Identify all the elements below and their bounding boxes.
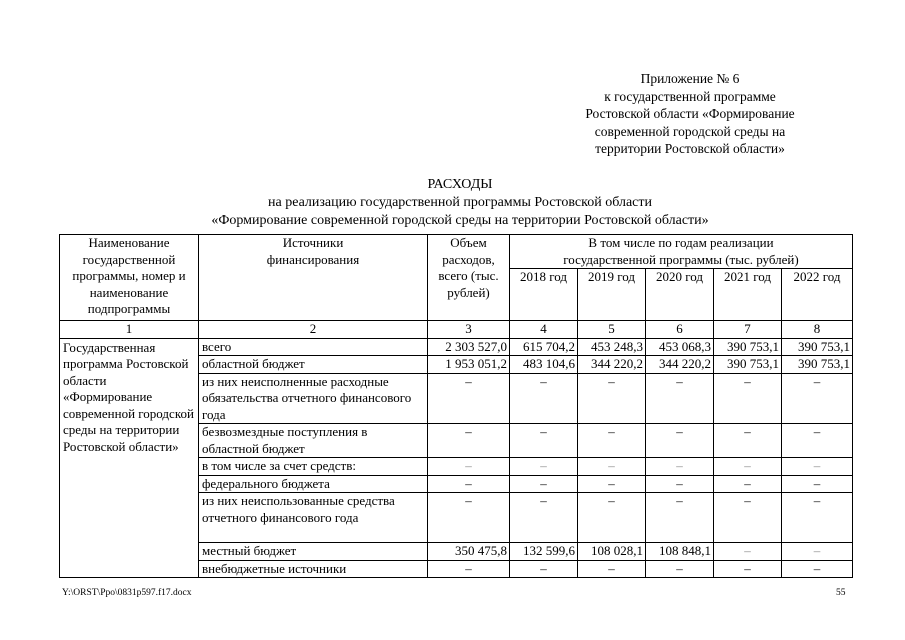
value-cell: – bbox=[646, 424, 714, 458]
source-cell: федерального бюджета bbox=[199, 475, 428, 493]
header-program-name: Наименование государственной программы, номер и наименование подпрограммы bbox=[60, 235, 199, 321]
heading-line: «Формирование современной городской среды на территории Ростовской области» bbox=[211, 213, 709, 228]
source-cell: областной бюджет bbox=[199, 356, 428, 374]
page-number: 55 bbox=[836, 588, 846, 598]
value-cell: – bbox=[782, 424, 853, 458]
appendix-line: к государственной программе bbox=[604, 88, 776, 104]
value-cell: – bbox=[714, 373, 782, 424]
column-number: 2 bbox=[199, 321, 428, 339]
source-cell: местный бюджет bbox=[199, 543, 428, 561]
source-cell: внебюджетные источники bbox=[199, 560, 428, 578]
value-cell: – bbox=[714, 424, 782, 458]
value-cell: – bbox=[510, 424, 578, 458]
value-cell: – bbox=[714, 493, 782, 543]
source-cell: в том числе за счет средств: bbox=[199, 458, 428, 476]
source-cell: из них неисполненные расходные обязательства отчетного финансового года bbox=[199, 373, 428, 424]
value-cell: – bbox=[646, 560, 714, 578]
value-cell: – bbox=[510, 475, 578, 493]
value-cell: – bbox=[510, 458, 578, 476]
source-cell: безвозмездные поступления в областной бюджет bbox=[199, 424, 428, 458]
value-cell: – bbox=[578, 475, 646, 493]
header-total: Объем расходов, всего (тыс. рублей) bbox=[428, 235, 510, 321]
appendix-line: Ростовской области «Формирование bbox=[585, 106, 795, 121]
value-cell: – bbox=[646, 493, 714, 543]
value-cell: – bbox=[428, 560, 510, 578]
appendix-block bbox=[540, 70, 840, 158]
value-cell: – bbox=[578, 458, 646, 476]
value-cell: – bbox=[782, 543, 853, 561]
appendix-line: территории Ростовской области» bbox=[595, 141, 785, 156]
value-cell: – bbox=[428, 475, 510, 493]
value-cell: – bbox=[782, 458, 853, 476]
value-cell: – bbox=[714, 458, 782, 476]
value-cell: 453 068,3 bbox=[646, 338, 714, 356]
value-cell: – bbox=[646, 475, 714, 493]
appendix-line: Приложение № 6 bbox=[640, 71, 740, 86]
header-year: 2021 год bbox=[714, 269, 782, 321]
column-number: 5 bbox=[578, 321, 646, 339]
value-cell: 344 220,2 bbox=[578, 356, 646, 374]
value-cell: 132 599,6 bbox=[510, 543, 578, 561]
value-cell: – bbox=[578, 373, 646, 424]
value-cell: – bbox=[714, 560, 782, 578]
header-year: 2020 год bbox=[646, 269, 714, 321]
column-number: 4 bbox=[510, 321, 578, 339]
table-row bbox=[60, 338, 853, 356]
value-cell: – bbox=[782, 493, 853, 543]
value-cell: – bbox=[578, 560, 646, 578]
value-cell: 2 303 527,0 bbox=[428, 338, 510, 356]
appendix-line: современной городской среды на bbox=[594, 123, 786, 139]
column-number: 8 bbox=[782, 321, 853, 339]
value-cell: 483 104,6 bbox=[510, 356, 578, 374]
value-cell: – bbox=[782, 560, 853, 578]
value-cell: 390 753,1 bbox=[714, 356, 782, 374]
header-year: 2022 год bbox=[782, 269, 853, 321]
value-cell: – bbox=[510, 560, 578, 578]
value-cell: 108 028,1 bbox=[578, 543, 646, 561]
value-cell: – bbox=[714, 543, 782, 561]
footer-file-path: Y:\ORST\Ppo\0831p597.f17.docx bbox=[62, 588, 192, 598]
value-cell: 453 248,3 bbox=[578, 338, 646, 356]
value-cell: 1 953 051,2 bbox=[428, 356, 510, 374]
header-year: 2019 год bbox=[578, 269, 646, 321]
header-year: 2018 год bbox=[510, 269, 578, 321]
value-cell: – bbox=[510, 373, 578, 424]
column-number: 7 bbox=[714, 321, 782, 339]
value-cell: 344 220,2 bbox=[646, 356, 714, 374]
header-years-group: В том числе по годам реализации государственной программы (тыс. рублей) bbox=[510, 235, 853, 269]
document-heading bbox=[60, 176, 860, 230]
heading-title: РАСХОДЫ bbox=[427, 177, 493, 192]
value-cell: – bbox=[510, 493, 578, 543]
source-cell: из них неиспользованные средства отчетного финансового года bbox=[199, 493, 428, 543]
value-cell: – bbox=[428, 424, 510, 458]
value-cell: 390 753,1 bbox=[782, 338, 853, 356]
value-cell: – bbox=[782, 475, 853, 493]
value-cell: – bbox=[428, 493, 510, 543]
expenses-table bbox=[59, 234, 853, 578]
source-cell: всего bbox=[199, 338, 428, 356]
value-cell: – bbox=[428, 458, 510, 476]
program-name-cell: Государственная программа Ростовской области «Формирование современной городской среды на территории Ростовской области» bbox=[60, 338, 199, 578]
value-cell: 615 704,2 bbox=[510, 338, 578, 356]
value-cell: 108 848,1 bbox=[646, 543, 714, 561]
value-cell: – bbox=[646, 458, 714, 476]
column-number: 6 bbox=[646, 321, 714, 339]
value-cell: – bbox=[714, 475, 782, 493]
column-number: 1 bbox=[60, 321, 199, 339]
value-cell: 350 475,8 bbox=[428, 543, 510, 561]
heading-line: на реализацию государственной программы Ростовской области bbox=[267, 195, 652, 210]
value-cell: 390 753,1 bbox=[782, 356, 853, 374]
value-cell: – bbox=[428, 373, 510, 424]
column-number: 3 bbox=[428, 321, 510, 339]
value-cell: – bbox=[646, 373, 714, 424]
value-cell: – bbox=[578, 424, 646, 458]
value-cell: – bbox=[578, 493, 646, 543]
value-cell: – bbox=[782, 373, 853, 424]
value-cell: 390 753,1 bbox=[714, 338, 782, 356]
header-sources: Источники финансирования bbox=[199, 235, 428, 321]
